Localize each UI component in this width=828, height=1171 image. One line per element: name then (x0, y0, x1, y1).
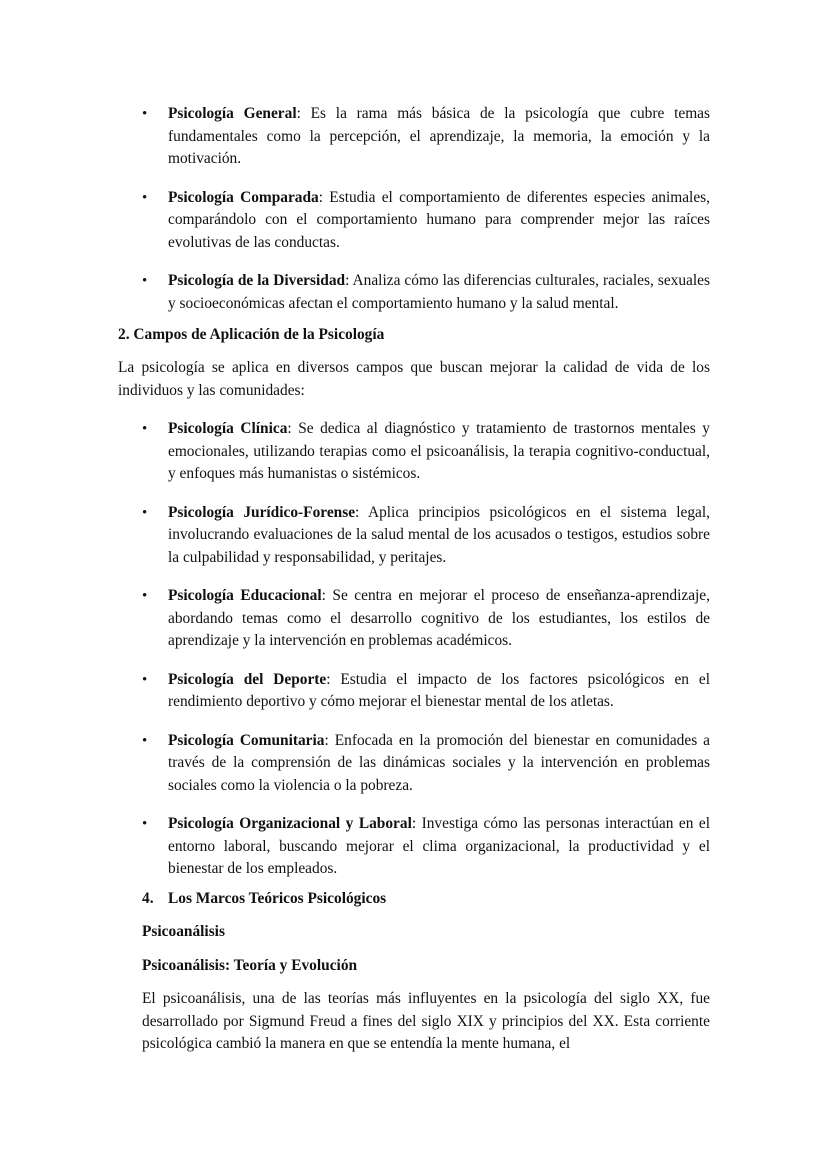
subsection-heading: Psicoanálisis (142, 923, 225, 940)
list-item (0, 270, 828, 315)
section-number: 4. (142, 890, 154, 907)
bullet-icon: • (142, 504, 148, 521)
body-paragraph: El psicoanálisis, una de las teorías más influyentes en la psicología del siglo XX, fue desarrollado por Sigmund Freud a fines del siglo XIX y principios del XX. Esta corriente psicológica cambió la manera en que se entendía la mente humana, el (142, 990, 710, 1052)
list-item-term: Psicología General (168, 105, 297, 122)
list-item-text: : Se centra en mejorar el proceso de enseñanza-aprendizaje, abordando temas como el desarrollo cognitivo de los estudiantes, los estilos de aprendizaje y la intervención en problemas académicos. (168, 587, 710, 649)
bullet-icon: • (142, 671, 148, 688)
list-item-text: : Enfocada en la promoción del bienestar en comunidades a través de la comprensión de las dinámicas sociales y la intervención en problemas sociales como la violencia o la pobreza. (168, 731, 711, 794)
list-item (0, 669, 828, 714)
bullet-list-applications (0, 418, 828, 881)
list-item (0, 585, 828, 653)
list-item-term: Psicología Educacional (168, 587, 322, 604)
list-item-text: : Analiza cómo las diferencias culturales, raciales, sexuales y socioeconómicas afectan el comportamiento humano y la salud mental. (168, 272, 710, 312)
list-item-term: Psicología de la Diversidad (168, 272, 346, 289)
list-item-text: : Aplica principios psicológicos en el sistema legal, involucrando evaluaciones de la salud mental de los acusados o testigos, estudios sobre la culpabilidad y responsabilidad, y peritajes. (168, 503, 710, 566)
list-item (0, 103, 828, 171)
section-title: Los Marcos Teóricos Psicológicos (168, 890, 387, 907)
bullet-icon: • (142, 273, 148, 289)
section-intro-paragraph: La psicología se aplica en diversos campos que buscan mejorar la calidad de vida de los individuos y las comunidades: (118, 359, 710, 399)
list-item-term: Psicología Comparada (168, 188, 319, 206)
bullet-icon: • (142, 106, 148, 122)
list-item-text: : Es la rama más básica de la psicología que cubre temas fundamentales como la percepción, el aprendizaje, la memoria, la emoción y la motivación. (168, 105, 710, 167)
list-item-text: : Se dedica al diagnóstico y tratamiento de trastornos mentales y emocionales, utilizando terapias como el psicoanálisis, la terapia cognitivo-conductual, y enfoques más humanistas o sistémicos. (168, 420, 710, 482)
bullet-icon: • (142, 421, 148, 437)
bullet-icon: • (142, 816, 148, 832)
list-item (0, 187, 828, 255)
list-item (0, 418, 828, 486)
bullet-icon: • (142, 588, 148, 604)
list-item-term: Psicología Comunitaria (168, 731, 325, 749)
bullet-icon: • (142, 189, 148, 206)
list-item-term: Psicología Jurídico-Forense (168, 503, 356, 521)
section-heading (0, 888, 386, 911)
list-item-term: Psicología del Deporte (168, 670, 327, 688)
bullet-list-branches (0, 103, 828, 315)
subsection-heading: Psicoanálisis: Teoría y Evolución (142, 957, 358, 974)
bullet-icon: • (142, 732, 148, 749)
list-item-text: : Estudia el impacto de los factores psicológicos en el rendimiento deportivo y cómo mejorar el bienestar mental de los atletas. (168, 670, 710, 710)
list-item-term: Psicología Clínica (168, 420, 288, 437)
list-item (0, 502, 828, 570)
list-item (0, 730, 828, 798)
section-heading: 2. Campos de Aplicación de la Psicología (118, 326, 385, 343)
list-item (0, 813, 828, 881)
list-item-text: : Estudia el comportamiento de diferentes especies animales, comparándolo con el comportamiento humano para comprender mejor las raíces evolutivas de las conductas. (168, 188, 710, 251)
list-item-term: Psicología Organizacional y Laboral (168, 815, 412, 832)
list-item-text: : Investiga cómo las personas interactúan en el entorno laboral, buscando mejorar el clima organizacional, la productividad y el bienestar de los empleados. (168, 815, 710, 877)
